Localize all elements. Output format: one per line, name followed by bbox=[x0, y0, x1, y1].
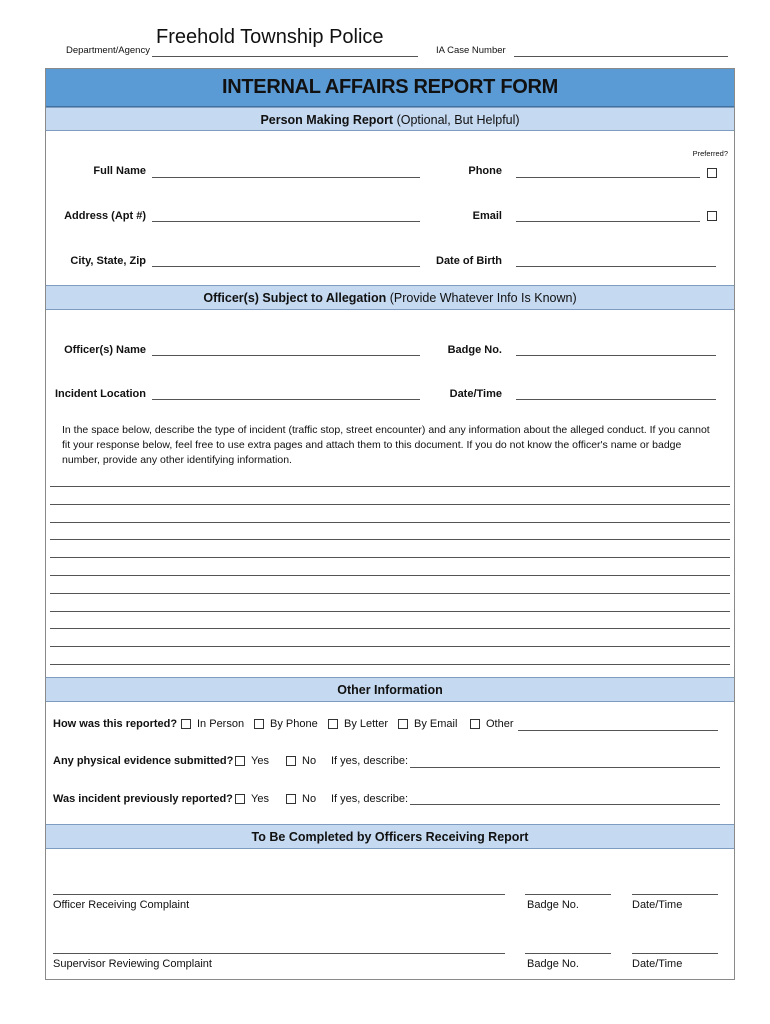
description-line[interactable] bbox=[50, 522, 730, 523]
supervisor-reviewing-label: Supervisor Reviewing Complaint bbox=[53, 958, 212, 970]
section2-heading-bold: Officer(s) Subject to Allegation bbox=[203, 291, 387, 305]
form-title: INTERNAL AFFAIRS REPORT FORM bbox=[46, 69, 734, 107]
officer-receiving-badge-line[interactable] bbox=[525, 894, 611, 895]
department-line bbox=[152, 56, 418, 57]
officer-receiving-label: Officer Receiving Complaint bbox=[53, 899, 190, 911]
description-line[interactable] bbox=[50, 504, 730, 505]
evidence-no-checkbox[interactable] bbox=[286, 756, 296, 766]
previous-if-yes-label: If yes, describe: bbox=[331, 793, 409, 805]
in-person-checkbox[interactable] bbox=[181, 719, 191, 729]
evidence-describe-field[interactable] bbox=[410, 767, 720, 768]
description-line[interactable] bbox=[50, 557, 730, 558]
datetime-field[interactable] bbox=[516, 399, 716, 400]
description-line[interactable] bbox=[50, 539, 730, 540]
by-letter-label: By Letter bbox=[344, 718, 389, 730]
preferred-label: Preferred? bbox=[692, 149, 728, 158]
ia-case-field[interactable] bbox=[514, 56, 728, 57]
incident-location-label: Incident Location bbox=[54, 388, 146, 400]
phone-label: Phone bbox=[468, 165, 502, 177]
other-field[interactable] bbox=[518, 730, 718, 731]
by-email-label: By Email bbox=[414, 718, 458, 730]
section-officers-subject bbox=[46, 285, 734, 310]
evidence-yes-label: Yes bbox=[251, 755, 269, 767]
address-field[interactable] bbox=[152, 221, 420, 222]
city-label: City, State, Zip bbox=[70, 255, 146, 267]
description-line[interactable] bbox=[50, 593, 730, 594]
supervisor-datetime-line[interactable] bbox=[632, 953, 718, 954]
previous-describe-field[interactable] bbox=[410, 804, 720, 805]
evidence-if-yes-label: If yes, describe: bbox=[331, 755, 409, 767]
evidence-no-label: No bbox=[302, 755, 317, 767]
previous-yes-checkbox[interactable] bbox=[235, 794, 245, 804]
previous-no-checkbox[interactable] bbox=[286, 794, 296, 804]
email-field[interactable] bbox=[516, 221, 700, 222]
section-heading-bold: Person Making Report bbox=[260, 113, 394, 127]
supervisor-datetime-label: Date/Time bbox=[632, 958, 683, 970]
officer-name-label: Officer(s) Name bbox=[64, 344, 146, 356]
description-line[interactable] bbox=[50, 664, 730, 665]
evidence-yes-checkbox[interactable] bbox=[235, 756, 245, 766]
description-line[interactable] bbox=[50, 611, 730, 612]
other-checkbox[interactable] bbox=[470, 719, 480, 729]
datetime-label: Date/Time bbox=[449, 388, 502, 400]
officer-receiving-datetime-label: Date/Time bbox=[632, 899, 683, 911]
supervisor-badge-line[interactable] bbox=[525, 953, 611, 954]
dob-field[interactable] bbox=[516, 266, 716, 267]
description-line[interactable] bbox=[50, 486, 730, 487]
city-field[interactable] bbox=[152, 266, 420, 267]
full-name-label: Full Name bbox=[93, 165, 146, 177]
dob-label: Date of Birth bbox=[436, 255, 502, 267]
previous-no-label: No bbox=[302, 793, 317, 805]
by-email-checkbox[interactable] bbox=[398, 719, 408, 729]
other-label: Other bbox=[486, 718, 514, 730]
description-line[interactable] bbox=[50, 575, 730, 576]
description-instructions: In the space below, describe the type of incident (traffic stop, street encounter) and any information about the alleged conduct. If you cannot fit your response below, feel free to use extra pages and attach them to this document. If you do not know the officer's name or badge number, provide any other identifying information. bbox=[62, 424, 710, 466]
officer-receiving-datetime-line[interactable] bbox=[632, 894, 718, 895]
section-person-making-report bbox=[46, 107, 734, 131]
section-other-information bbox=[46, 677, 734, 702]
officer-receiving-badge-label: Badge No. bbox=[527, 899, 579, 911]
email-label: Email bbox=[472, 210, 502, 222]
email-preferred-checkbox[interactable] bbox=[707, 211, 717, 221]
previous-yes-label: Yes bbox=[251, 793, 269, 805]
officer-name-field[interactable] bbox=[152, 355, 420, 356]
section4-heading: To Be Completed by Officers Receiving Report bbox=[251, 830, 529, 844]
supervisor-signature-line[interactable] bbox=[53, 953, 505, 954]
section2-heading-rest: (Provide Whatever Info Is Known) bbox=[386, 291, 577, 305]
description-line[interactable] bbox=[50, 646, 730, 647]
description-line[interactable] bbox=[50, 628, 730, 629]
supervisor-badge-label: Badge No. bbox=[527, 958, 579, 970]
phone-field[interactable] bbox=[516, 177, 700, 178]
address-label: Address (Apt #) bbox=[64, 210, 146, 222]
ia-case-label: IA Case Number bbox=[436, 45, 506, 56]
previously-reported-label: Was incident previously reported? bbox=[53, 793, 233, 805]
department-label: Department/Agency bbox=[66, 45, 150, 56]
by-phone-checkbox[interactable] bbox=[254, 719, 264, 729]
department-value[interactable]: Freehold Township Police bbox=[156, 26, 384, 48]
by-phone-label: By Phone bbox=[270, 718, 318, 730]
section-heading-rest: (Optional, But Helpful) bbox=[393, 113, 520, 127]
officer-receiving-signature-line[interactable] bbox=[53, 894, 505, 895]
section3-heading: Other Information bbox=[337, 683, 443, 697]
how-reported-label: How was this reported? bbox=[53, 718, 178, 730]
section-officers-receiving bbox=[46, 824, 734, 849]
phone-preferred-checkbox[interactable] bbox=[707, 168, 717, 178]
physical-evidence-label: Any physical evidence submitted? bbox=[53, 755, 234, 767]
in-person-label: In Person bbox=[197, 718, 245, 730]
badge-field[interactable] bbox=[516, 355, 716, 356]
by-letter-checkbox[interactable] bbox=[328, 719, 338, 729]
full-name-field[interactable] bbox=[152, 177, 420, 178]
incident-location-field[interactable] bbox=[152, 399, 420, 400]
badge-label: Badge No. bbox=[447, 344, 502, 356]
